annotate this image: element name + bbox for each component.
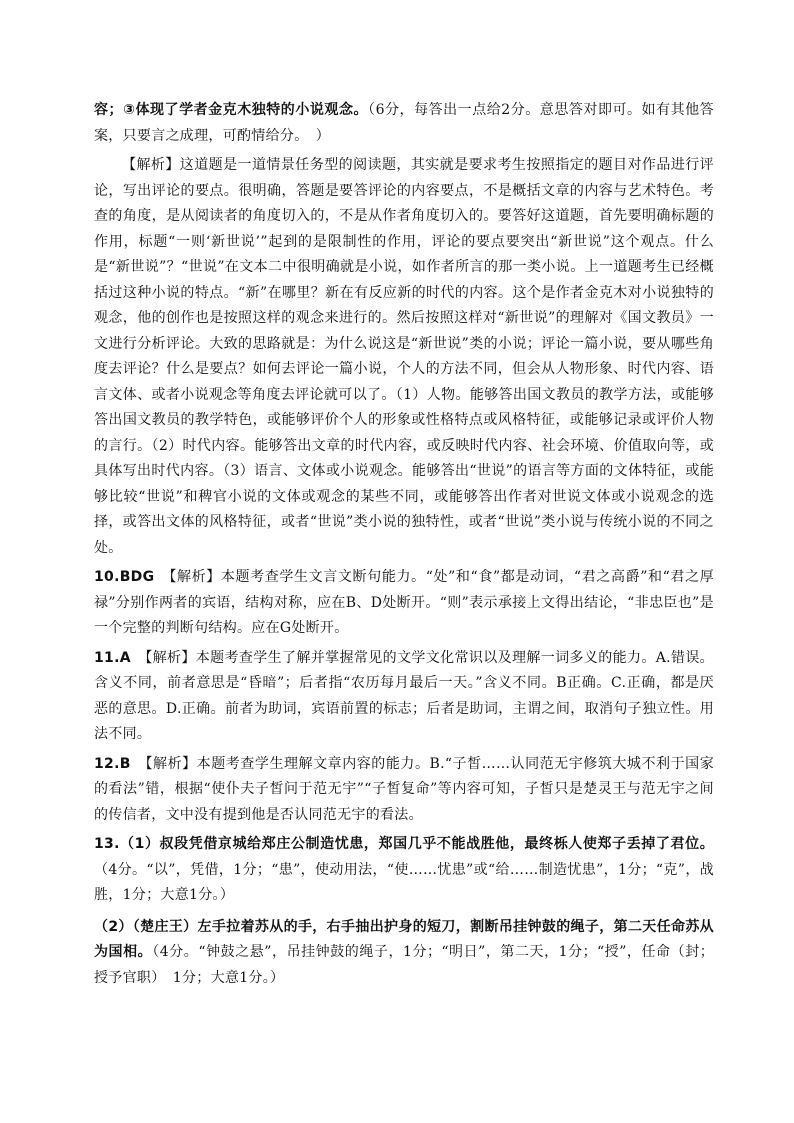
answer-10-number: 10.BDG bbox=[94, 569, 155, 585]
answer-13-part2-translation: （2）（楚庄王）左手拉着苏从的手，右手抽出护身的短刀，割断吊挂钟鼓的绳子，第二天任命苏从为国相。 bbox=[94, 918, 714, 960]
answer-9-tail bbox=[94, 98, 714, 149]
answer-11-number: 11.A bbox=[94, 649, 131, 666]
answer-13-part1-scoring: （4分。“以”，凭借，1分；“患”，使动用法，“使……忧患”或“给……制造忧患”，1分；“克”，战胜，1分；大意1分。） bbox=[94, 861, 714, 903]
answer-13-part1-translation: 13.（1）叔段凭借京城给郑庄公制造忧患，郑国几乎不能战胜他，最终栎人使郑子丢掉了君位。 bbox=[94, 836, 714, 852]
answer-11 bbox=[94, 646, 714, 748]
answer-12 bbox=[94, 752, 714, 829]
answer-10-analysis: 【解析】本题考查学生文言文断句能力。“处”和“食”都是动词，“君之高爵”和“君之厚禄”分别作两者的宾语，结构对称，应在B、D处断开。“则”表示承接上文得出结论，“非忠臣也”是一个完整的判断句结构。应在G处断开。 bbox=[94, 569, 714, 636]
answer-13-part2 bbox=[94, 915, 714, 992]
answer-10 bbox=[94, 565, 714, 642]
answer-12-number: 12.B bbox=[94, 755, 131, 772]
answer-page bbox=[94, 98, 714, 991]
answer-9-scoring-note: （6分，每答出一点给2分。意思答对即可。如有其他答案，只要言之成理，可酌情给分。 ） bbox=[94, 102, 714, 144]
answer-11-analysis: 【解析】本题考查学生了解并掌握常见的文学文化常识以及理解一词多义的能力。A.错误。含义不同，前者意思是“昏暗”；后者指“农历每月最后一天。”含义不同。B正确。C.正确，都是厌恶的意思。D.正确。前者为助词，宾语前置的标志；后者是助词，主谓之间，取消句子独立性。用法不同。 bbox=[94, 649, 714, 742]
answer-13-part2-scoring: （4分。“钟鼓之悬”，吊挂钟鼓的绳子，1分；“明日”，第二天，1分；“授”，任命（封；授予官职） 1分；大意1分。） bbox=[94, 944, 715, 986]
answer-12-analysis: 【解析】本题考查学生理解文章内容的能力。B.“子皙……认同范无宇修筑大城不利于国家的看法”错，根据“使仆夫子皙问于范无宇”“子皙复命”等内容可知，子皙只是楚灵王与范无宇之间的传信者，文中没有提到他是否认同范无宇的看法。 bbox=[94, 755, 714, 823]
answer-9-key-points: 容；③体现了学者金克木独特的小说观念。 bbox=[94, 102, 369, 118]
analysis-9: 【解析】这道题是一道情景任务型的阅读题，其实就是要求考生按照指定的题目对作品进行评论，写出评论的要点。很明确，答题是要答评论的内容要点，不是概括文章的内容与艺术特色。考查的角度，是从阅读者的角度切入的，不是从作者角度切入的。要答好这道题，首先要明确标题的作用，标题“一则‘新世说’”起到的是限制性的作用，评论的要点要突出“新世说”这个观点。什么是“新世说”？“世说”在文本二中很明确就是小说，如作者所言的那一类小说。上一道题考生已经概括过这种小说的特点。“新”在哪里？新在有反应新的时代的内容。这个是作者金克木对小说独特的观念，他的创作也是按照这样的观念来进行的。然后按照这样对“新世说”的理解对《国文教员》一文进行分析评论。大致的思路就是：为什么说这是“新世说”类的小说；评论一篇小说，要从哪些角度去评论？什么是要点？如何去评论一篇小说，个人的方法不同，但会从人物形象、时代内容、语言文体、或者小说观念等角度去评论就可以了。（1）人物。能够答出国文教员的教学方法，或能够答出国文教员的教学特色，或能够评价个人的形象或性格特点或风格特征，或能够记录或评价人物的言行。（2）时代内容。能够答出文章的时代内容，或反映时代内容、社会环境、价值取向等，或具体写出时代内容。（3）语言、文体或小说观念。能够答出“世说”的语言等方面的文体特征，或能够比较“世说”和稗官小说的文体或观念的某些不同，或能够答出作者对世说文体或小说观念的选择，或答出文体的风格特征，或者“世说”类小说的独特性，或者“世说”类小说与传统小说的不同之处。 bbox=[94, 157, 714, 556]
answer-13-part1 bbox=[94, 832, 714, 909]
